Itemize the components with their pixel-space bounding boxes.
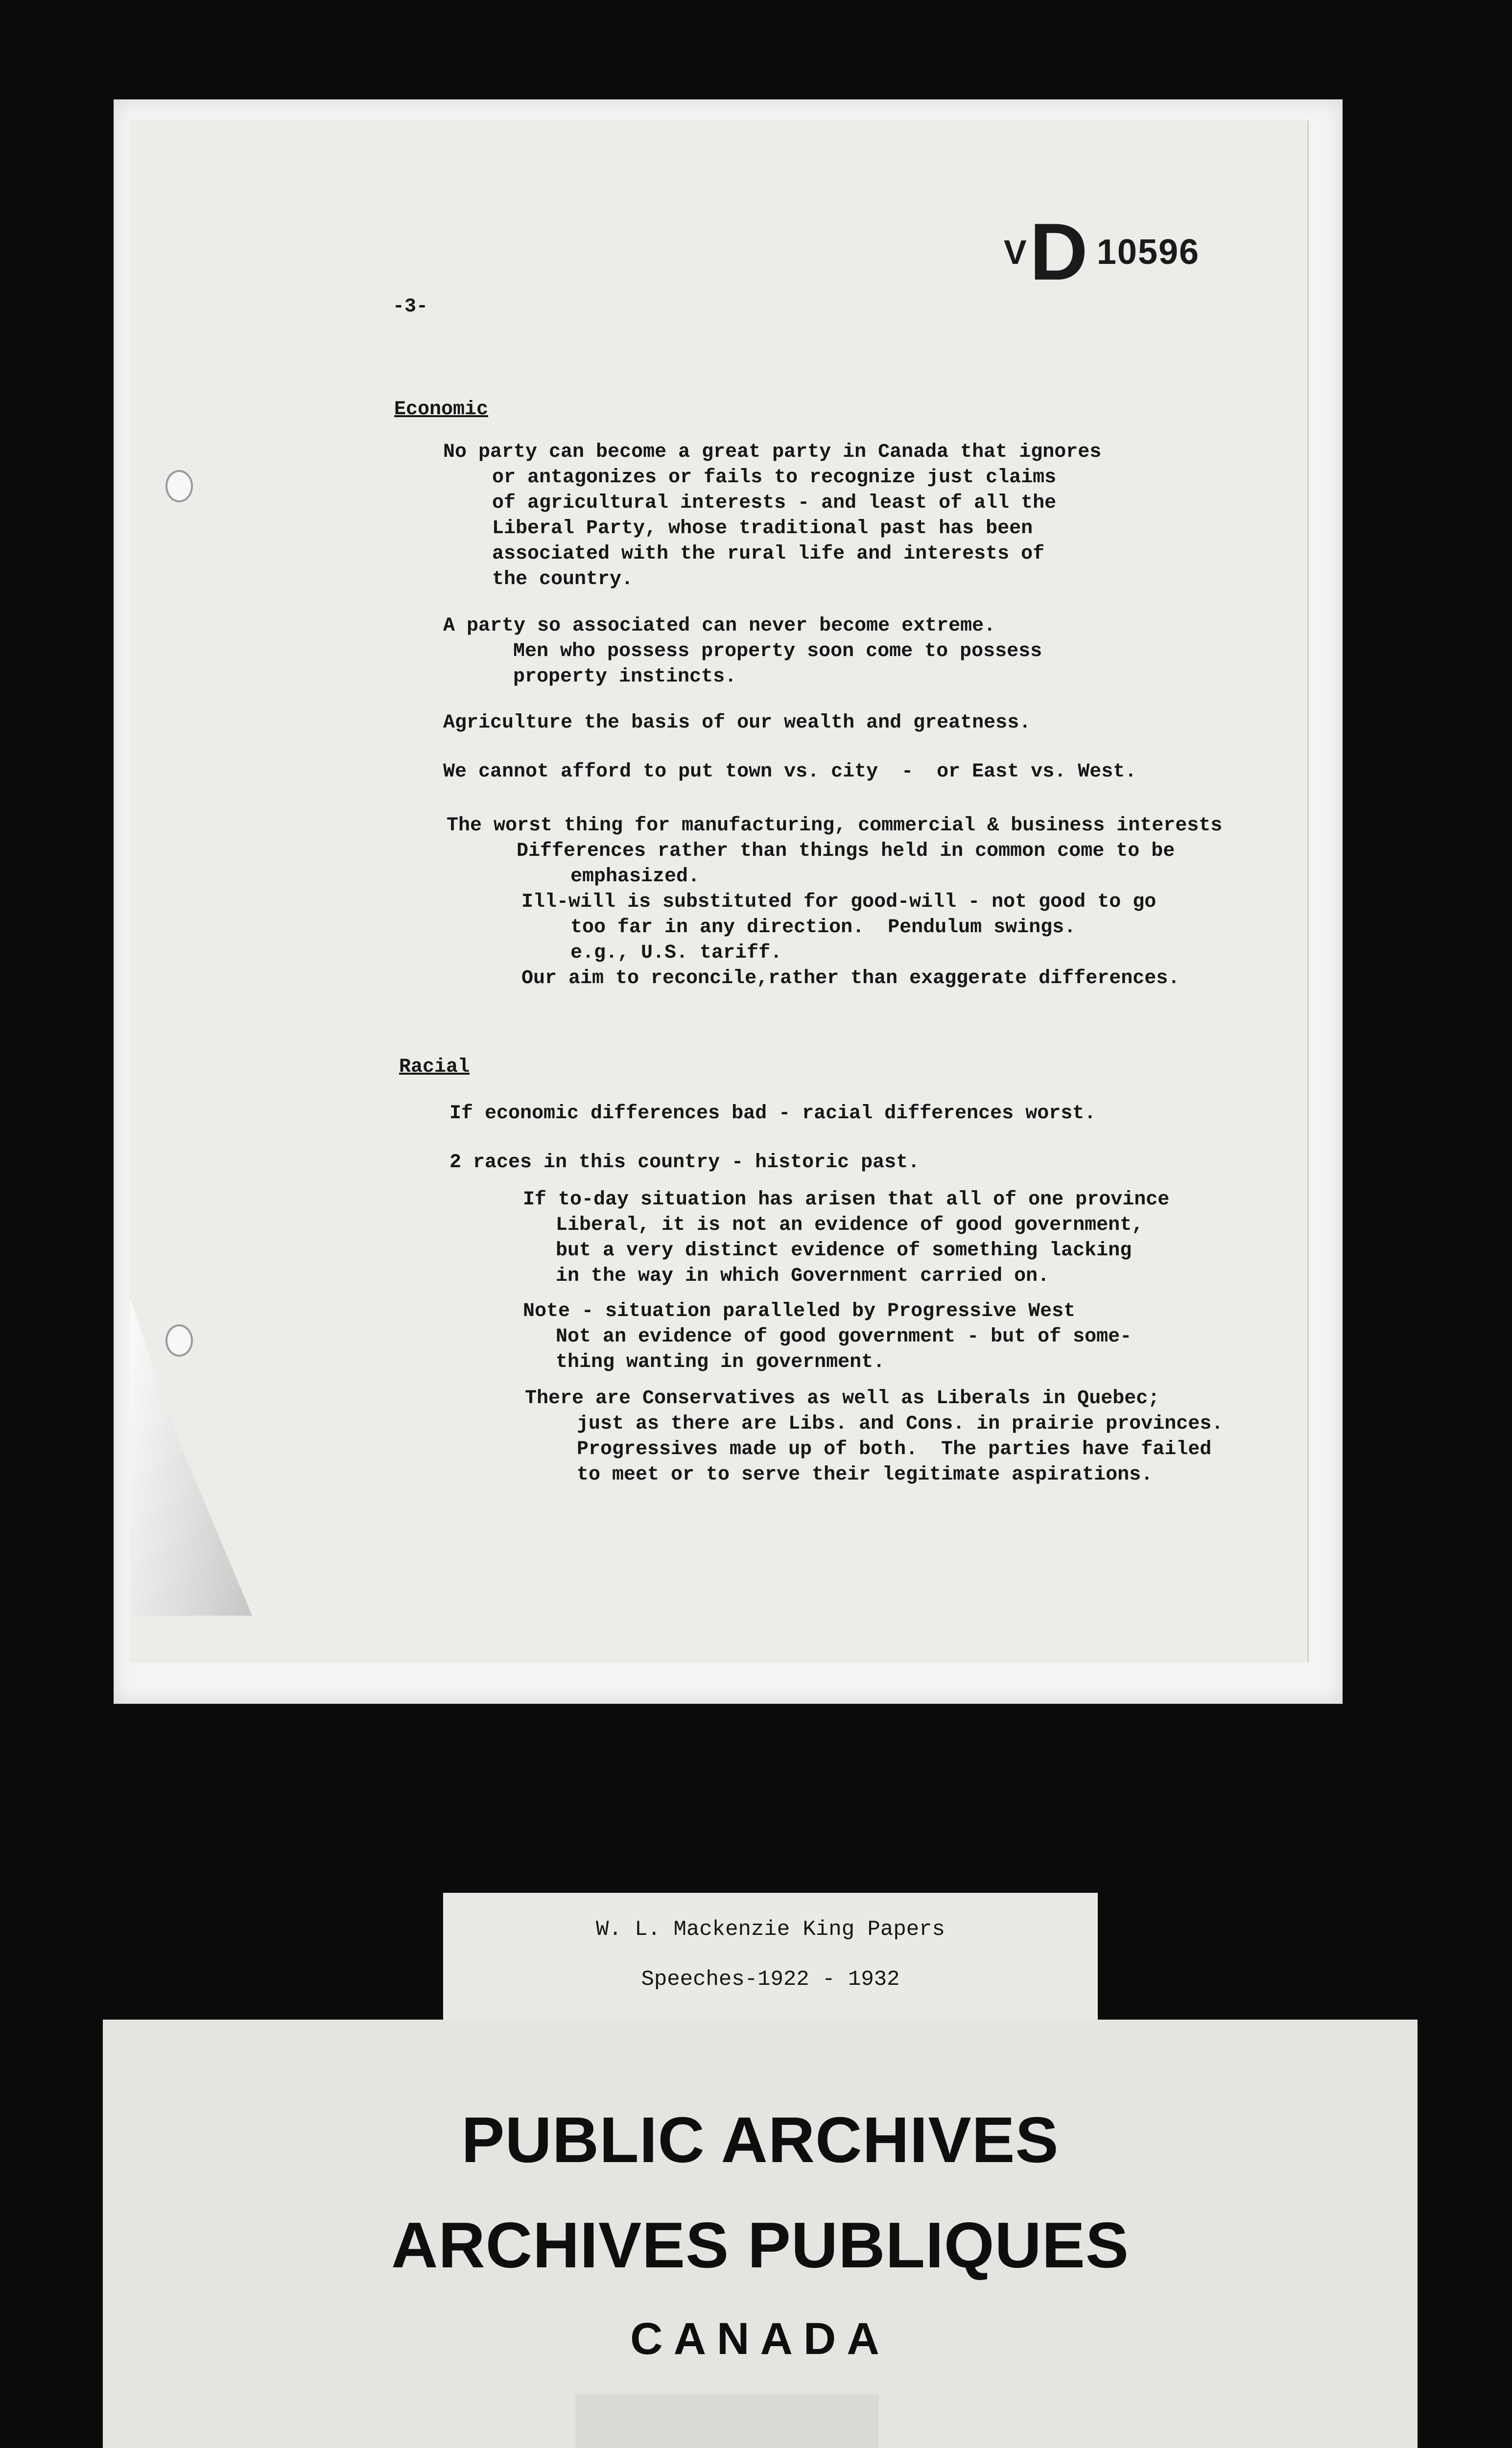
text-line: There are Conservatives as well as Liberals in Quebec; [525,1388,1160,1410]
text-line: Men who possess property soon come to possess [513,640,1042,662]
text-line: in the way in which Government carried on. [556,1265,1050,1287]
text-line: e.g., U.S. tariff. [570,942,782,964]
text-line: associated with the rural life and interests of [492,543,1045,565]
tape-strip [575,2394,879,2448]
text-line: 2 races in this country - historic past. [449,1152,920,1174]
text-line: too far in any direction. Pendulum swings. [570,917,1076,939]
text-line: emphasized. [570,866,700,888]
document-stamp [1004,206,1200,298]
collection-label [443,1893,1098,2025]
page-number: -3- [393,296,428,318]
text-line: No party can become a great party in Canada that ignores [443,441,1102,463]
archives-title-fr: ARCHIVES PUBLIQUES [391,2209,1129,2281]
text-line: property instincts. [513,666,737,688]
text-line: Note - situation paralleled by Progressive West [523,1300,1076,1322]
text-line: thing wanting in government. [556,1351,885,1373]
text-line: Not an evidence of good government - but of some- [556,1326,1132,1348]
section-heading-economic: Economic [394,399,489,421]
archives-country: CANADA [630,2314,890,2364]
text-line: but a very distinct evidence of something lacking [556,1240,1132,1262]
text-line: Our aim to reconcile,rather than exaggerate differences. [521,967,1180,989]
text-line: We cannot afford to put town vs. city - or East vs. West. [443,761,1137,783]
punch-hole [165,470,193,502]
text-line: Liberal, it is not an evidence of good government, [556,1214,1144,1236]
archives-title-en: PUBLIC ARCHIVES [461,2104,1059,2176]
punch-hole [165,1324,193,1357]
stamp-mark: D [1029,207,1088,297]
text-line: or antagonizes or fails to recognize just claims [492,467,1057,489]
collection-name: W. L. Mackenzie King Papers [596,1917,945,1942]
collection-series: Speeches-1922 - 1932 [641,1967,900,1992]
stamp-prefix: V [1004,233,1027,271]
text-line: If to-day situation has arisen that all of one province [523,1189,1170,1211]
text-line: to meet or to serve their legitimate aspirations. [577,1464,1153,1486]
text-line: If economic differences bad - racial differences worst. [449,1103,1096,1125]
text-line: The worst thing for manufacturing, commercial & business interests [447,815,1223,837]
text-line: A party so associated can never become extreme. [443,615,996,637]
text-line: Liberal Party, whose traditional past has been [492,518,1033,540]
text-line: Ill-will is substituted for good-will - not good to go [521,891,1157,913]
text-line: Agriculture the basis of our wealth and greatness. [443,712,1031,734]
text-line: Differences rather than things held in common come to be [517,840,1175,862]
stamp-number: 10596 [1096,232,1200,272]
text-line: just as there are Libs. and Cons. in prairie provinces. [577,1413,1224,1435]
archives-label [103,2020,1418,2448]
section-heading-racial: Racial [399,1056,470,1078]
text-line: the country. [492,568,634,590]
text-line: Progressives made up of both. The parties have failed [577,1438,1212,1460]
text-line: of agricultural interests - and least of all the [492,492,1057,514]
